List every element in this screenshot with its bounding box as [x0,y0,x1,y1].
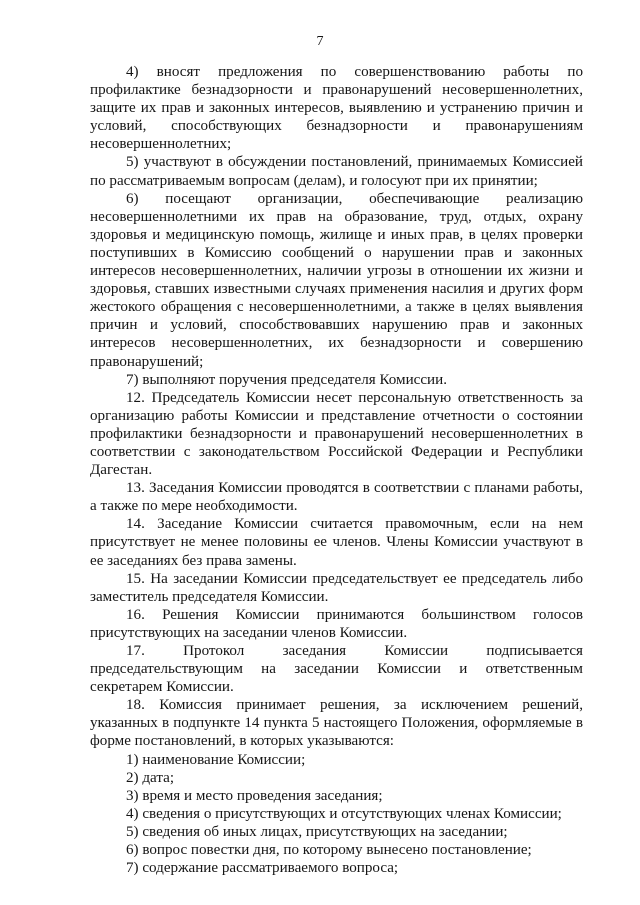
paragraph-subitem-5: 5) участвуют в обсуждении постановлений, принимаемых Комиссией по рассматриваемым вопросам (делам), и голосуют при их принятии; [90,154,583,189]
paragraph-clause-14: 14. Заседание Комиссии считается правомочным, если на нем присутствует не менее половины ее членов. Члены Комиссии участвуют в ее заседаниях без права замены. [90,516,583,569]
page-number: 7 [316,34,324,49]
list-item: 5) сведения об иных лицах, присутствующих на заседании; [126,823,508,840]
document-body [90,63,583,877]
paragraph-clause-15: 15. На заседании Комиссии председательствует ее председатель либо заместитель председателя Комиссии. [90,570,583,605]
paragraph-clause-12: 12. Председатель Комиссии несет персональную ответственность за организацию работы Комиссии и представление отчетности о состоянии профилактики безнадзорности и правонарушений несовершеннолетних в соответствии с законодательством Российской Федерации и Республики Дагестан. [90,389,583,479]
list-item: 2) дата; [126,769,175,786]
paragraph-clause-17: 17. Протокол заседания Комиссии подписывается председательствующим на заседании Комиссии и ответственным секретарем Комиссии. [90,643,583,696]
list-item: 3) время и место проведения заседания; [126,787,383,804]
list-item: 6) вопрос повестки дня, по которому вынесено постановление; [126,842,532,859]
list-item: 1) наименование Комиссии; [126,751,306,768]
list-item: 7) содержание рассматриваемого вопроса; [126,860,399,877]
paragraph-subitem-6: 6) посещают организации, обеспечивающие реализацию несовершеннолетними их прав на образование, труд, отдых, охрану здоровья и медицинскую помощь, жилище и иных прав, в целях проверки поступивших в Комиссию сообщений о нарушении прав и законных интересов несовершеннолетних, наличии угрозы в отношении их жизни и здоровья, ставших известными случаях применения насилия и других форм жестокого обращения с несовершеннолетними, а также в целях выявления причин и условий, способствовавших нарушению прав и законных интересов несовершеннолетних, их безнадзорности и совершению правонарушений; [90,190,583,370]
paragraph-clause-18: 18. Комиссия принимает решения, за исключением решений, указанных в подпункте 14 пункта 5 настоящего Положения, оформляемые в форме постановлений, в которых указываются: [90,697,583,750]
list-item: 4) сведения о присутствующих и отсутствующих членах Комиссии; [126,805,562,822]
paragraph-subitem-7: 7) выполняют поручения председателя Комиссии. [126,371,447,388]
paragraph-subitem-4: 4) вносят предложения по совершенствованию работы по профилактике безнадзорности и правонарушений несовершеннолетних, защите их прав и законных интересов, выявлению и устранению причин и условий, способствующих безнадзорности и правонарушениям несовершеннолетних; [90,64,583,153]
paragraph-clause-13: 13. Заседания Комиссии проводятся в соответствии с планами работы, а также по мере необходимости. [90,480,583,515]
paragraph-clause-16: 16. Решения Комиссии принимаются большинством голосов присутствующих на заседании членов Комиссии. [90,606,583,641]
